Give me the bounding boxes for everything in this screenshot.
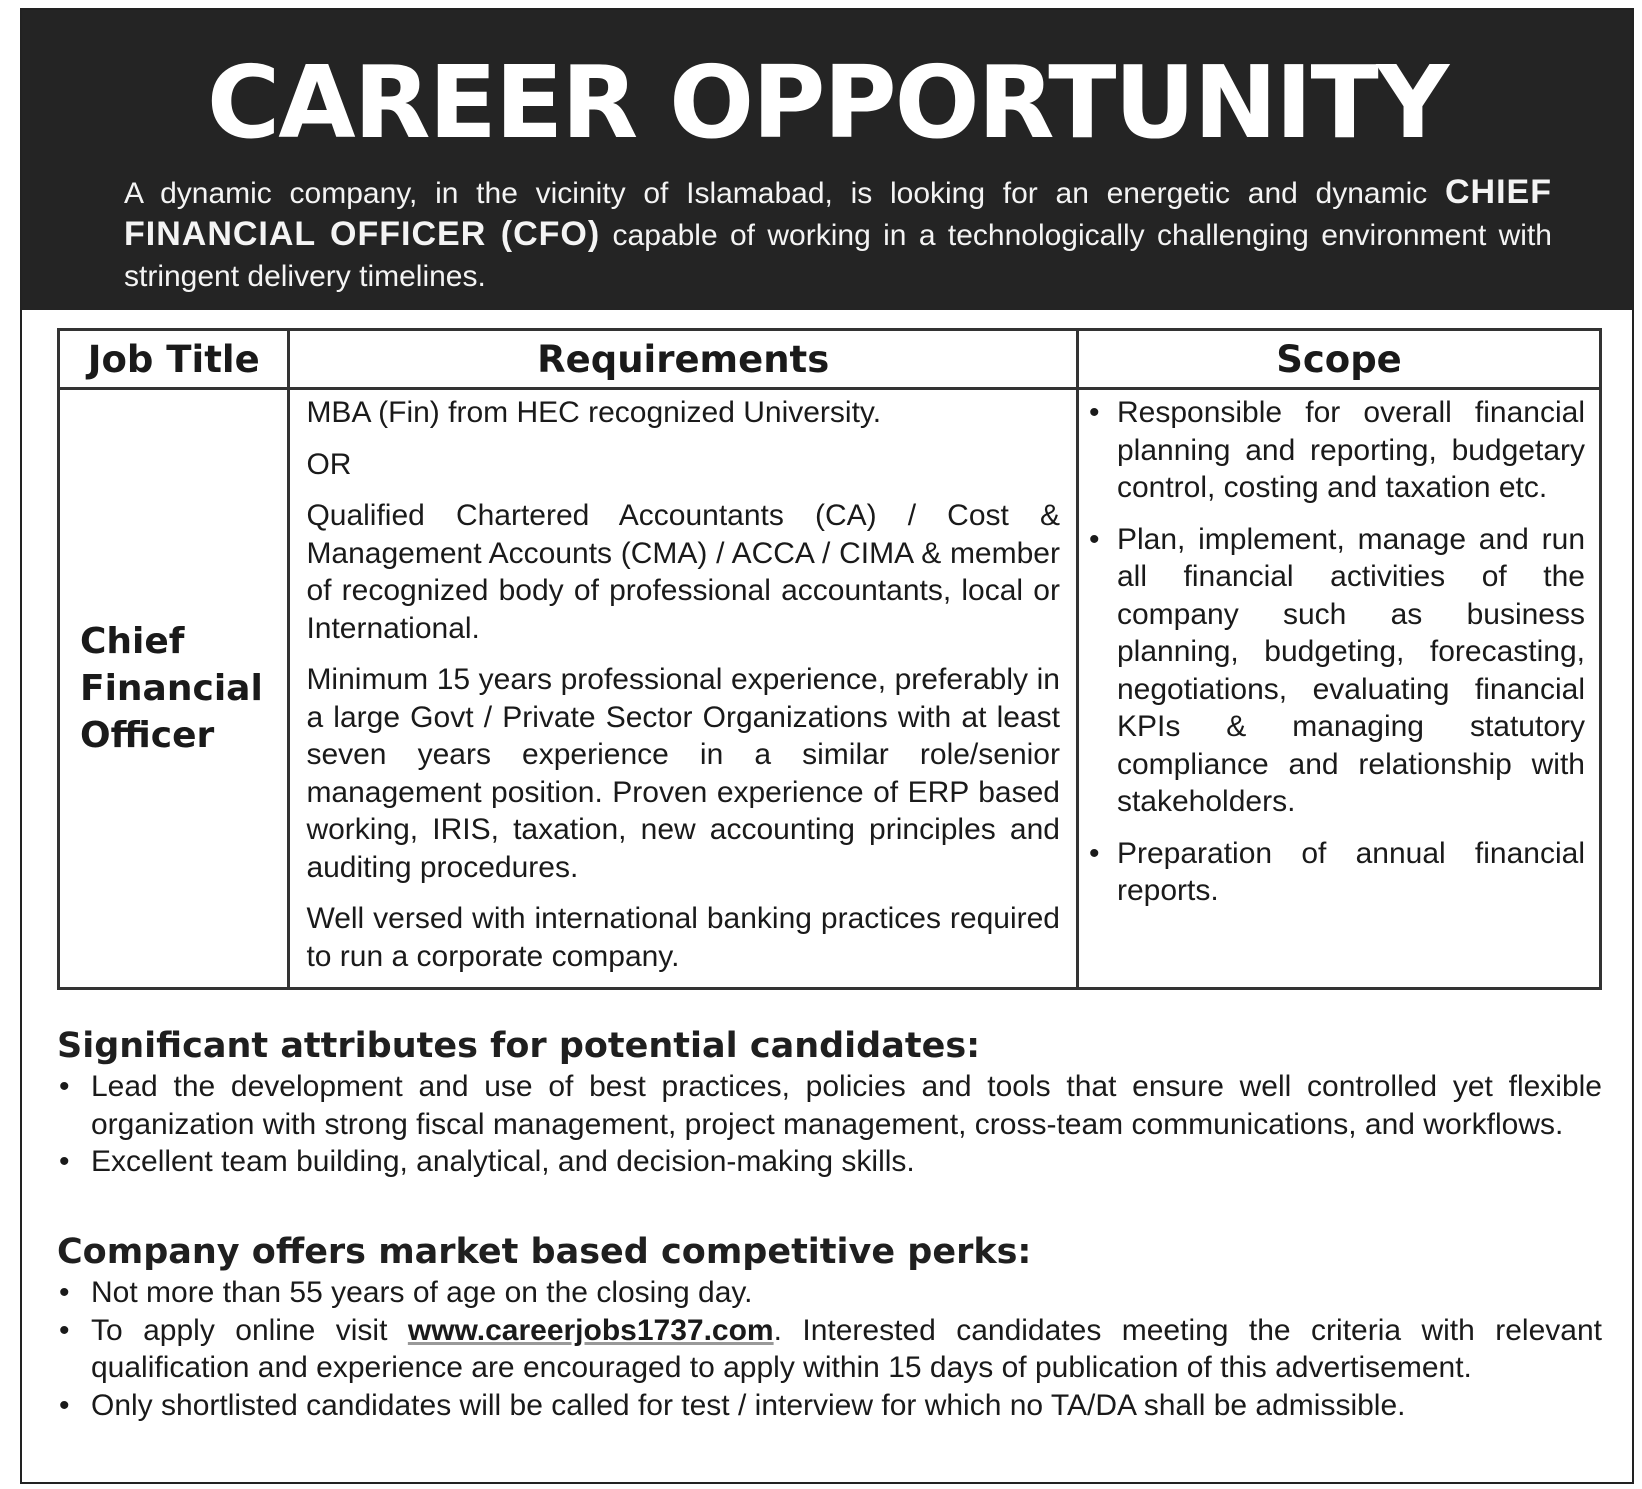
requirement-item: Well versed with international banking practices required to run a corporate company.: [306, 902, 1060, 973]
perks-section: [57, 1230, 1602, 1424]
attribute-text: Excellent team building, analytical, and decision-making skills.: [91, 1145, 915, 1178]
job-title-cell: [59, 389, 289, 989]
scope-item: [1089, 521, 1585, 821]
attribute-text: Lead the development and use of best practices, policies and tools that ensure well controlled yet flexible organization with strong fiscal management, project management, cross-team communications, and workflows.: [91, 1070, 1602, 1141]
job-title-line: Officer: [80, 715, 215, 756]
intro-text-end: capable of working in a technologically challenging environment with stringent delivery timelines.: [124, 219, 1552, 293]
bullet-icon: •: [59, 1313, 70, 1347]
attributes-section: [57, 1024, 1602, 1181]
bullet-icon: •: [59, 1145, 70, 1178]
bullet-icon: •: [1088, 522, 1100, 556]
intro-paragraph: [124, 172, 1552, 297]
list-item: [57, 1143, 1602, 1181]
requirement-item: MBA (Fin) from HEC recognized University.: [306, 396, 882, 429]
list-item: [57, 1387, 1602, 1425]
table-row: [59, 389, 1601, 989]
requirement-separator: OR: [306, 447, 352, 481]
job-title-line: Chief: [80, 621, 185, 662]
bullet-icon: •: [1088, 396, 1100, 429]
bullet-icon: •: [59, 1070, 70, 1103]
bullet-icon: •: [1088, 836, 1100, 870]
attributes-heading: Significant attributes for potential candidates:: [57, 1026, 981, 1066]
list-item: [57, 1274, 1602, 1312]
requirement-item: Qualified Chartered Accountants (CA) / Cost & Management Accounts (CMA) / ACCA / CIMA & member of recognized body of professional accountants, local or International.: [306, 499, 1060, 645]
scope-text: Preparation of annual financial reports.: [1116, 836, 1585, 907]
header-banner: [22, 10, 1632, 310]
job-title-line: Financial: [80, 668, 263, 709]
list-item: [57, 1068, 1602, 1143]
header-scope: Scope: [1077, 330, 1600, 389]
perks-heading: Company offers market based competitive perks:: [57, 1232, 1032, 1272]
perk-text: Only shortlisted candidates will be called for test / interview for which no TA/DA shall be admissible.: [91, 1388, 1406, 1422]
scope-cell: [1077, 389, 1600, 989]
perk-text-start: To apply online visit: [91, 1313, 388, 1347]
list-item: [57, 1312, 1602, 1387]
intro-role: CHIEF FINANCIAL OFFICER (CFO): [124, 173, 1552, 253]
requirement-item: Minimum 15 years professional experience, preferably in a large Govt / Private Sector Organizations with at least seven years experience in a similar role/senior management position. Proven experience of ERP based working, IRIS, taxation, new accounting principles and auditing procedures.: [306, 663, 1060, 884]
scope-item: [1089, 835, 1585, 910]
bullet-icon: •: [59, 1388, 70, 1422]
bullet-icon: •: [59, 1276, 70, 1309]
intro-text-start: A dynamic company, in the vicinity of Islamabad, is looking for an energetic and dynamic: [124, 177, 1428, 210]
apply-website-link[interactable]: www.careerjobs1737.com: [407, 1313, 774, 1347]
table-header-row: [59, 330, 1601, 389]
header-requirements: Requirements: [289, 330, 1078, 389]
perk-text: Not more than 55 years of age on the closing day.: [91, 1276, 753, 1309]
page-title: CAREER OPPORTUNITY: [206, 44, 1448, 161]
scope-item: [1089, 394, 1585, 507]
perk-text-end: . Interested candidates meeting the criteria with relevant qualification and experience are encouraged to apply within 15 days of publication of this advertisement.: [91, 1313, 1602, 1384]
header-job-title: Job Title: [59, 330, 289, 389]
requirements-cell: [289, 389, 1078, 989]
job-table: [57, 328, 1602, 990]
scope-text: Plan, implement, manage and run all financial activities of the company such as business planning, budgeting, forecasting, negotiations, evaluating financial KPIs & managing statutory compliance and relationship with stakeholders.: [1116, 522, 1585, 818]
scope-text: Responsible for overall financial planning and reporting, budgetary control, costing and taxation etc.: [1116, 396, 1585, 504]
